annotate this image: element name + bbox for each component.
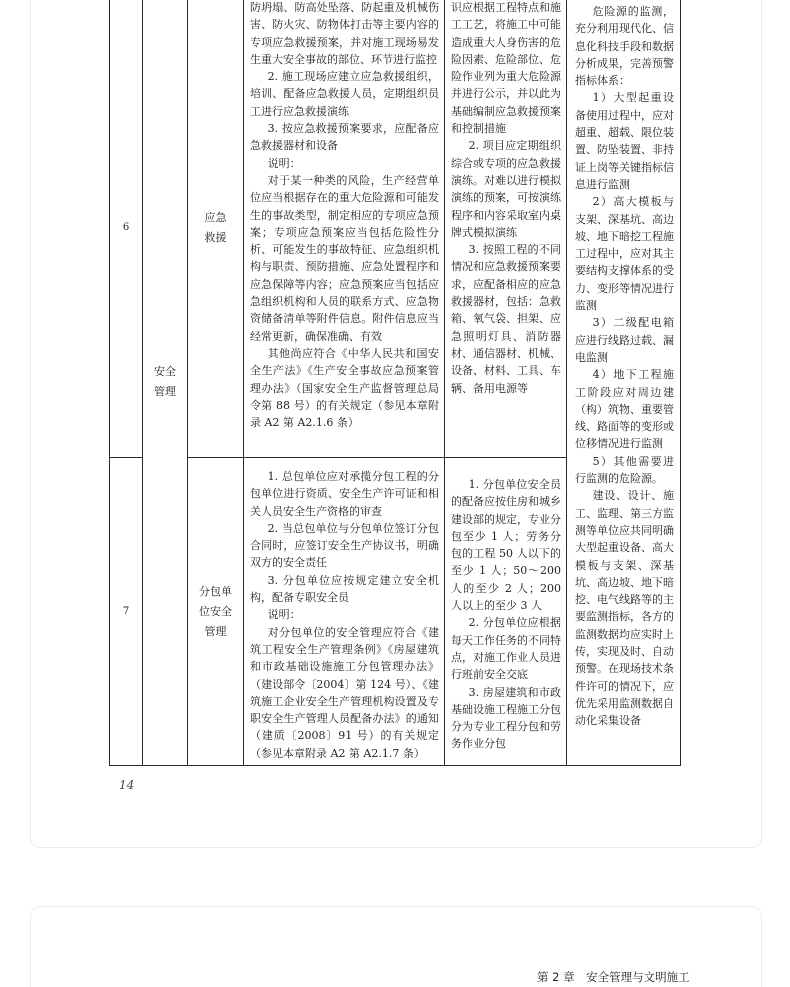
table-row xyxy=(110,0,681,458)
paragraph: 说明： xyxy=(267,608,301,622)
paragraph: 3. 按照工程的不同情况和应急救援预案要求，应配备相应的应急救援器材，包括：急救箱、氧气袋、担架、应急照明灯具、消防器材、通信器材、机械、设备、材料、工具、车辆、备用电源等 xyxy=(451,243,561,395)
measures-text xyxy=(445,0,566,397)
paragraph: 1）大型起重设备使用过程中，应对超重、超载、限位装置、防坠装置、非持证上岗等关键指标信息进行监测 xyxy=(575,91,674,191)
safety-management-table xyxy=(109,0,681,766)
running-header: 第 2 章 安全管理与文明施工 xyxy=(537,970,690,984)
measures-cell xyxy=(445,458,567,766)
paragraph: 1. 总包单位应对承揽分包工程的分包单位进行资质、安全生产许可证和相关人员安全生产资格的审查 xyxy=(250,470,439,518)
page-number: 14 xyxy=(119,778,135,792)
category-cell xyxy=(143,0,188,766)
requirements-text xyxy=(244,0,444,431)
monitoring-cell xyxy=(567,0,681,766)
measures-text xyxy=(445,458,566,753)
paragraph: 3. 分包单位应按规定建立安全机构，配备专职安全员 xyxy=(250,573,439,605)
paragraph: 2. 分包单位应根据每天工作任务的不同特点，对施工作业人员进行班前安全交底 xyxy=(451,616,561,682)
measures-cell xyxy=(445,0,567,458)
paragraph: 对分包单位的安全管理应符合《建筑工程安全生产管理条例》《房屋建筑和市政基础设施施工分包管理办法》（建设部令〔2004〕第 124 号）、《建筑施工企业安全生产管理机构设置及专职安全生产管理人员配备办法》的通知（建质〔2008〕91 号）的有关规定（参见本章附录 A2 第 A2.1.7 条） xyxy=(250,625,439,760)
monitoring-text xyxy=(567,0,680,729)
item-cell xyxy=(188,458,244,766)
paragraph: 识应根据工程特点和施工工艺，将施工中可能造成重大人身伤害的危险因素、危险部位、危险作业列为重大危险源并进行公示，并以此为基础编制应急救援预案和控制措施 xyxy=(451,1,561,136)
paragraph: 2）高大模板与支架、深基坑、高边坡、地下暗挖工程施工过程中，应对其主要结构支撑体系的受力、变形等情况进行监测 xyxy=(575,195,674,313)
paragraph: 2. 当总包单位与分包单位签订分包合同时，应签订安全生产协议书，明确双方的安全责任 xyxy=(250,521,439,570)
paragraph: 2. 施工现场应建立应急救援组织，培训、配备应急救援人员，定期组织员工进行应急救援演练 xyxy=(250,70,439,118)
paragraph: 说明： xyxy=(267,156,301,170)
requirements-text xyxy=(244,458,444,762)
category-label: 安全 管理 xyxy=(154,365,176,398)
item-cell xyxy=(188,0,244,458)
paragraph: 1. 分包单位安全员的配备应按住房和城乡建设部的规定，专业分包至少 1 人；劳务分包的工程 50 人以下的至少 1 人；50～200 人的至少 2 人；200 人以上的至少 3 人 xyxy=(451,478,561,613)
row-number: 7 xyxy=(110,458,143,766)
paragraph: 防坍塌、防高处坠落、防起重及机械伤害、防火灾、防物体打击等主要内容的专项应急救援预案，并对施工现场易发生重大安全事故的部位、环节进行监控 xyxy=(250,1,439,66)
paragraph: 其他尚应符合《中华人民共和国安全生产法》《生产安全事故应急预案管理办法》（国家安全生产监督管理总局令第 88 号）的有关规定（参见本章附录 A2 第 A2.1.6 条） xyxy=(250,346,439,430)
paragraph: 建设、设计、施工、监理、第三方监测等单位应共同明确大型起重设备、高大模板与支架、深基坑、高边坡、地下暗挖、电气线路等的主要监测指标，各方的监测数据均应实时上传，实现及时、自动预警。在现场技术条件许可的情况下，应优先采用监测数据自动化采集设备 xyxy=(575,489,674,728)
paragraph: 4）地下工程施工阶段应对周边建（构）筑物、重要管线、路面等的变形或位移情况进行监测 xyxy=(575,368,674,451)
paragraph: 危险源的监测，充分利用现代化、信息化科技手段和数据分析成果，完善预警指标体系： xyxy=(575,5,674,88)
paragraph: 对于某一种类的风险，生产经营单位应当根据存在的重大危险源和可能发生的事故类型，制定相应的专项应急预案；专项应急预案应当包括危险性分析、可能发生的事故特征、应急组织机构与职责、预防措施、应急处置程序和应急保障等内容；应急预案应当包括应急组织机构和人员的联系方式、应急物资储备清单等附件信息。附件信息应当经常更新，确保准确、有效 xyxy=(250,173,439,343)
requirements-cell xyxy=(244,0,445,458)
paragraph: 3）二级配电箱应进行线路过载、漏电监测 xyxy=(575,316,674,364)
paragraph: 3. 按应急救援预案要求，应配备应急救援器材和设备 xyxy=(250,122,439,153)
requirements-cell xyxy=(244,458,445,766)
row-number: 6 xyxy=(110,0,143,458)
paragraph: 2. 项目应定期组织综合或专项的应急救援演练。对难以进行模拟演练的预案，可按演练程序和内容采取室内桌牌式模拟演练 xyxy=(451,139,561,239)
item-label: 分包单 位安全 管理 xyxy=(199,584,232,638)
item-label: 应急 救援 xyxy=(204,211,227,244)
paragraph: 5）其他需要进行监测的危险源。 xyxy=(575,454,674,486)
paragraph: 3. 房屋建筑和市政基础设施工程施工分包分为专业工程分包和劳务作业分包 xyxy=(451,685,561,751)
